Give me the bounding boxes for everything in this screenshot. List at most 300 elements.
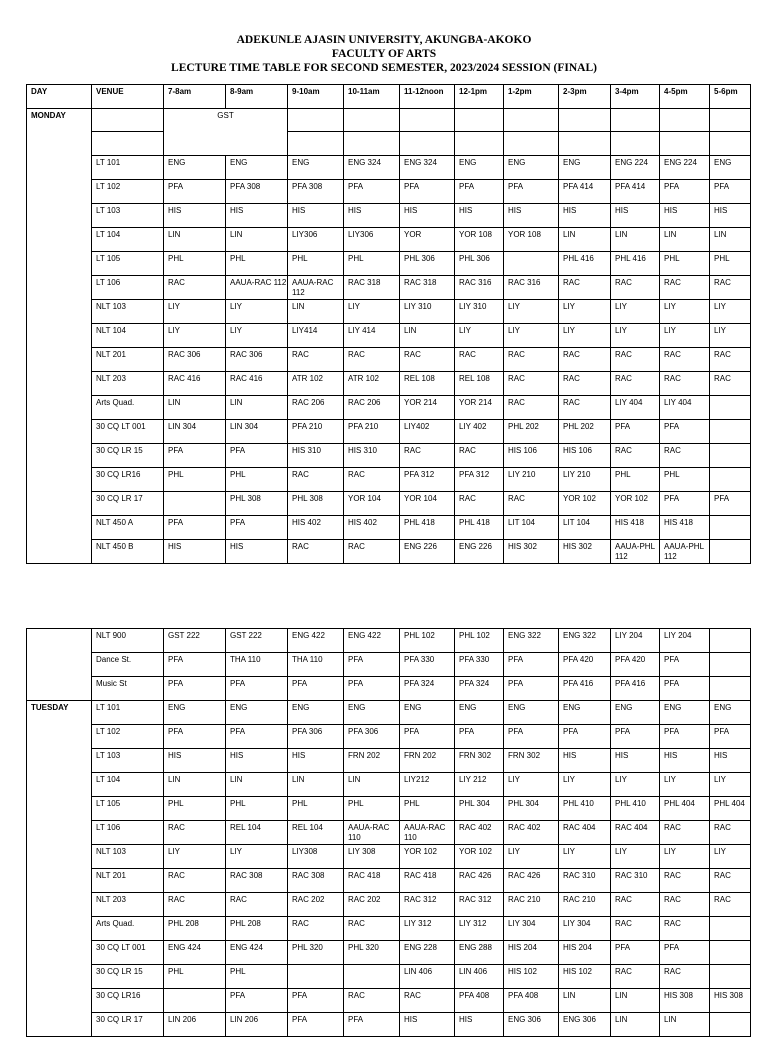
- course-cell: LIY 312: [400, 917, 455, 941]
- venue-cell: 30 CQ LR 17: [92, 1013, 164, 1037]
- venue-cell: LT 106: [92, 821, 164, 845]
- column-header: 11-12noon: [400, 85, 455, 109]
- course-cell: PHL 208: [164, 917, 226, 941]
- course-cell: LIN: [344, 773, 400, 797]
- course-cell: LIY: [710, 300, 751, 324]
- course-cell: RAC 308: [226, 869, 288, 893]
- course-cell: YOR 108: [455, 228, 504, 252]
- course-cell: LIN: [400, 324, 455, 348]
- table-row: [27, 180, 751, 204]
- course-cell: PFA 330: [455, 653, 504, 677]
- course-cell: AAUA-RAC 112: [226, 276, 288, 300]
- course-cell: LIY: [164, 845, 226, 869]
- day-label: TUESDAY: [27, 701, 92, 1037]
- course-cell: LIY: [559, 845, 611, 869]
- course-cell: RAC 306: [226, 348, 288, 372]
- course-cell: ENG: [226, 701, 288, 725]
- course-cell: PFA 414: [559, 180, 611, 204]
- table-row: [27, 396, 751, 420]
- course-cell: RAC: [611, 372, 660, 396]
- course-cell: LIY: [344, 300, 400, 324]
- course-cell: RAC: [660, 348, 710, 372]
- course-cell: RAC: [164, 893, 226, 917]
- course-cell: [164, 492, 226, 516]
- course-cell: PFA: [288, 1013, 344, 1037]
- course-cell: HIS 308: [660, 989, 710, 1013]
- course-cell: [710, 540, 751, 564]
- course-cell: LIN 406: [455, 965, 504, 989]
- course-cell: HIS: [455, 204, 504, 228]
- course-cell: PHL 404: [710, 797, 751, 821]
- course-cell: LIN: [660, 228, 710, 252]
- course-cell: RAC: [559, 396, 611, 420]
- course-cell: RAC: [660, 965, 710, 989]
- course-cell: ENG: [455, 701, 504, 725]
- course-cell: HIS 302: [504, 540, 559, 564]
- course-cell: [504, 252, 559, 276]
- course-cell: HIS 310: [288, 444, 344, 468]
- course-cell: HIS 204: [504, 941, 559, 965]
- venue-cell: LT 105: [92, 252, 164, 276]
- course-cell: ENG: [288, 156, 344, 180]
- course-cell: PFA: [504, 677, 559, 701]
- course-cell: ENG 224: [611, 156, 660, 180]
- course-cell: RAC 318: [400, 276, 455, 300]
- course-cell: LIN: [288, 300, 344, 324]
- course-cell: RAC: [611, 348, 660, 372]
- course-cell: PHL 404: [660, 797, 710, 821]
- course-cell: PFA 414: [611, 180, 660, 204]
- course-cell: PFA 308: [288, 180, 344, 204]
- course-cell: PFA: [660, 653, 710, 677]
- course-cell: RAC 308: [288, 869, 344, 893]
- course-cell: RAC 210: [559, 893, 611, 917]
- course-cell: PHL: [710, 252, 751, 276]
- course-cell: REL 104: [226, 821, 288, 845]
- course-cell: RAC: [710, 821, 751, 845]
- empty-cell: [288, 132, 344, 156]
- course-cell: PFA: [164, 677, 226, 701]
- course-cell: LIY 310: [400, 300, 455, 324]
- course-cell: PHL 202: [559, 420, 611, 444]
- table-row: [27, 845, 751, 869]
- course-cell: ENG 228: [400, 941, 455, 965]
- table-row: [27, 372, 751, 396]
- course-cell: RAC: [710, 869, 751, 893]
- course-cell: LIT 104: [504, 516, 559, 540]
- course-cell: RAC 416: [226, 372, 288, 396]
- course-cell: PHL 308: [288, 492, 344, 516]
- course-cell: RAC: [164, 821, 226, 845]
- course-cell: PFA 420: [559, 653, 611, 677]
- course-cell: ENG: [504, 156, 559, 180]
- course-cell: PFA: [344, 653, 400, 677]
- course-cell: PFA 210: [288, 420, 344, 444]
- course-cell: RAC: [660, 893, 710, 917]
- course-cell: ENG 424: [164, 941, 226, 965]
- course-cell: RAC: [660, 372, 710, 396]
- table-row: [27, 677, 751, 701]
- table-row: [27, 1013, 751, 1037]
- course-cell: LIN 206: [226, 1013, 288, 1037]
- course-cell: HIS 102: [559, 965, 611, 989]
- course-cell: RAC: [559, 276, 611, 300]
- course-cell: PFA: [611, 941, 660, 965]
- course-cell: LIY 414: [344, 324, 400, 348]
- table-row: [27, 324, 751, 348]
- course-cell: FRN 202: [344, 749, 400, 773]
- venue-cell: LT 104: [92, 228, 164, 252]
- venue-cell: NLT 900: [92, 629, 164, 653]
- course-cell: PFA: [660, 180, 710, 204]
- course-cell: PHL 102: [400, 629, 455, 653]
- timetable-table-monday: [26, 84, 751, 564]
- table-row: [27, 516, 751, 540]
- course-cell: ENG 226: [455, 540, 504, 564]
- course-cell: PHL 320: [288, 941, 344, 965]
- venue-cell: 30 CQ LR 17: [92, 492, 164, 516]
- course-cell: RAC: [559, 372, 611, 396]
- course-cell: LIN: [611, 989, 660, 1013]
- course-cell: LIN: [164, 396, 226, 420]
- course-cell: HIS 402: [288, 516, 344, 540]
- course-cell: [710, 420, 751, 444]
- course-cell: LIY: [455, 324, 504, 348]
- venue-cell: LT 102: [92, 725, 164, 749]
- course-cell: RAC: [344, 540, 400, 564]
- course-cell: PFA: [611, 725, 660, 749]
- empty-cell: [455, 132, 504, 156]
- course-cell: LIY: [504, 773, 559, 797]
- course-cell: RAC 418: [400, 869, 455, 893]
- course-cell: [710, 629, 751, 653]
- course-cell: RAC: [504, 348, 559, 372]
- course-cell: LIN: [226, 228, 288, 252]
- timetable-title: LECTURE TIME TABLE FOR SECOND SEMESTER, 2023/2024 SESSION (FINAL): [171, 62, 597, 74]
- course-cell: LIY 304: [504, 917, 559, 941]
- course-cell: LIY: [504, 845, 559, 869]
- course-cell: RAC: [710, 276, 751, 300]
- table-row: [27, 893, 751, 917]
- day-label: MONDAY: [27, 109, 92, 564]
- course-cell: PFA: [660, 677, 710, 701]
- course-cell: ENG: [400, 701, 455, 725]
- course-cell: PHL: [164, 252, 226, 276]
- course-cell: YOR 102: [455, 845, 504, 869]
- column-header: 8-9am: [226, 85, 288, 109]
- course-cell: [710, 965, 751, 989]
- course-cell: RAC: [710, 348, 751, 372]
- course-cell: LIT 104: [559, 516, 611, 540]
- venue-cell: LT 102: [92, 180, 164, 204]
- course-cell: RAC: [660, 444, 710, 468]
- course-cell: HIS: [164, 749, 226, 773]
- course-cell: FRN 302: [455, 749, 504, 773]
- venue-cell: LT 105: [92, 797, 164, 821]
- course-cell: [710, 917, 751, 941]
- course-cell: LIN: [288, 773, 344, 797]
- course-cell: LIY 308: [344, 845, 400, 869]
- course-cell: LIN: [660, 1013, 710, 1037]
- table-row: [27, 204, 751, 228]
- course-cell: LIN: [611, 1013, 660, 1037]
- course-cell: RAC: [660, 869, 710, 893]
- course-cell: RAC: [611, 917, 660, 941]
- table-row: [27, 989, 751, 1013]
- table-row: [27, 444, 751, 468]
- course-cell: PFA: [660, 941, 710, 965]
- course-cell: LIN: [559, 989, 611, 1013]
- course-cell: RAC 426: [455, 869, 504, 893]
- course-cell: PFA: [559, 725, 611, 749]
- course-cell: RAC: [226, 893, 288, 917]
- course-cell: RAC: [455, 444, 504, 468]
- course-cell: RAC: [559, 348, 611, 372]
- course-cell: RAC: [611, 276, 660, 300]
- course-cell: LIN: [226, 773, 288, 797]
- course-cell: [710, 396, 751, 420]
- course-cell: HIS: [344, 204, 400, 228]
- course-cell: LIN 206: [164, 1013, 226, 1037]
- venue-cell: 30 CQ LT 001: [92, 420, 164, 444]
- course-cell: RAC 206: [288, 396, 344, 420]
- course-cell: LIY 402: [455, 420, 504, 444]
- course-cell: [344, 965, 400, 989]
- course-cell: HIS 106: [559, 444, 611, 468]
- course-cell: PHL: [226, 797, 288, 821]
- course-cell: PFA: [710, 492, 751, 516]
- column-header: 2-3pm: [559, 85, 611, 109]
- column-header: 5-6pm: [710, 85, 751, 109]
- course-cell: RAC: [344, 917, 400, 941]
- course-cell: LIY212: [400, 773, 455, 797]
- course-cell: LIY 404: [611, 396, 660, 420]
- venue-cell: 30 CQ LR16: [92, 989, 164, 1013]
- course-cell: PHL: [164, 468, 226, 492]
- venue-cell: Arts Quad.: [92, 917, 164, 941]
- course-cell: HIS: [504, 204, 559, 228]
- course-cell: [710, 444, 751, 468]
- course-cell: PFA: [344, 1013, 400, 1037]
- course-cell: AAUA-RAC 110: [400, 821, 455, 845]
- course-cell: LIY: [559, 773, 611, 797]
- course-cell: PFA: [288, 989, 344, 1013]
- course-cell: PFA: [400, 180, 455, 204]
- course-cell: PFA: [226, 989, 288, 1013]
- course-cell: YOR 104: [344, 492, 400, 516]
- course-cell: LIN: [611, 228, 660, 252]
- venue-cell: LT 103: [92, 749, 164, 773]
- course-cell: PFA: [504, 725, 559, 749]
- course-cell: HIS: [710, 749, 751, 773]
- course-cell: RAC: [710, 372, 751, 396]
- course-cell: ENG 422: [288, 629, 344, 653]
- table-row: [27, 917, 751, 941]
- course-cell: LIY: [164, 300, 226, 324]
- venue-cell: Arts Quad.: [92, 396, 164, 420]
- course-cell: PFA: [400, 725, 455, 749]
- course-cell: LIY 210: [559, 468, 611, 492]
- course-cell: PHL 304: [504, 797, 559, 821]
- course-cell: PHL: [226, 965, 288, 989]
- course-cell: PHL: [611, 468, 660, 492]
- venue-cell: NLT 450 A: [92, 516, 164, 540]
- course-cell: RAC: [504, 372, 559, 396]
- course-cell: PHL 416: [611, 252, 660, 276]
- course-cell: ENG 224: [660, 156, 710, 180]
- course-cell: ENG 226: [400, 540, 455, 564]
- course-cell: PFA 416: [559, 677, 611, 701]
- empty-cell: [288, 109, 344, 132]
- course-cell: ATR 102: [344, 372, 400, 396]
- course-cell: PFA: [226, 725, 288, 749]
- course-cell: PHL: [164, 965, 226, 989]
- course-cell: RAC: [288, 468, 344, 492]
- course-cell: PHL: [164, 797, 226, 821]
- course-cell: PHL 308: [226, 492, 288, 516]
- course-cell: ATR 102: [288, 372, 344, 396]
- course-cell: HIS 308: [710, 989, 751, 1013]
- course-cell: RAC: [504, 492, 559, 516]
- course-cell: PFA: [710, 725, 751, 749]
- course-cell: YOR 214: [455, 396, 504, 420]
- table-row: [27, 821, 751, 845]
- course-cell: PHL: [400, 797, 455, 821]
- course-cell: RAC 310: [611, 869, 660, 893]
- table-row: [27, 653, 751, 677]
- course-cell: ENG: [226, 156, 288, 180]
- course-cell: HIS: [400, 204, 455, 228]
- course-cell: PFA: [344, 677, 400, 701]
- course-cell: HIS: [288, 204, 344, 228]
- course-cell: HIS 418: [611, 516, 660, 540]
- course-cell: PFA: [226, 516, 288, 540]
- table-row: [27, 252, 751, 276]
- course-cell: RAC 404: [559, 821, 611, 845]
- course-cell: PFA: [288, 677, 344, 701]
- course-cell: LIN: [559, 228, 611, 252]
- course-cell: RAC 206: [344, 396, 400, 420]
- course-cell: HIS: [226, 749, 288, 773]
- course-cell: RAC 316: [455, 276, 504, 300]
- course-cell: RAC 426: [504, 869, 559, 893]
- course-cell: HIS 302: [559, 540, 611, 564]
- course-cell: ENG 306: [504, 1013, 559, 1037]
- empty-cell: [660, 109, 710, 132]
- course-cell: PHL 208: [226, 917, 288, 941]
- table-row: [27, 797, 751, 821]
- empty-cell: [344, 132, 400, 156]
- course-cell: LIY: [226, 845, 288, 869]
- course-cell: RAC: [710, 893, 751, 917]
- course-cell: LIY: [611, 845, 660, 869]
- course-cell: ENG 324: [344, 156, 400, 180]
- course-cell: [710, 468, 751, 492]
- faculty-name: FACULTY OF ARTS: [331, 48, 437, 60]
- course-cell: [288, 965, 344, 989]
- course-cell: RAC 404: [611, 821, 660, 845]
- course-cell: LIY: [710, 324, 751, 348]
- course-cell: HIS: [455, 1013, 504, 1037]
- course-cell: PFA: [344, 180, 400, 204]
- empty-cell: [400, 132, 455, 156]
- table-row: [27, 300, 751, 324]
- course-cell: LIY 304: [559, 917, 611, 941]
- course-cell: [710, 516, 751, 540]
- course-cell: PHL: [226, 252, 288, 276]
- course-cell: LIY 312: [455, 917, 504, 941]
- empty-cell: [504, 132, 559, 156]
- course-cell: RAC 316: [504, 276, 559, 300]
- empty-cell: [660, 132, 710, 156]
- course-cell: REL 104: [288, 821, 344, 845]
- table-row: [27, 156, 751, 180]
- course-cell: GST 222: [226, 629, 288, 653]
- course-cell: PFA: [504, 653, 559, 677]
- course-cell: [710, 653, 751, 677]
- course-cell: RAC: [455, 348, 504, 372]
- course-cell: HIS: [164, 540, 226, 564]
- course-cell: PFA 330: [400, 653, 455, 677]
- course-cell: PFA 308: [226, 180, 288, 204]
- course-cell: PFA 306: [288, 725, 344, 749]
- course-cell: LIN: [164, 773, 226, 797]
- course-cell: RAC 202: [288, 893, 344, 917]
- venue-cell: NLT 450 B: [92, 540, 164, 564]
- course-cell: RAC: [164, 869, 226, 893]
- course-cell: LIY306: [288, 228, 344, 252]
- column-header: 7-8am: [164, 85, 226, 109]
- course-cell: RAC: [288, 540, 344, 564]
- course-cell: PFA 312: [455, 468, 504, 492]
- course-cell: FRN 302: [504, 749, 559, 773]
- course-cell: HIS: [164, 204, 226, 228]
- venue-cell: LT 103: [92, 204, 164, 228]
- course-cell: ENG: [559, 701, 611, 725]
- course-cell: FRN 202: [400, 749, 455, 773]
- venue-cell: LT 101: [92, 701, 164, 725]
- table-row: [27, 965, 751, 989]
- course-cell: LIY: [660, 773, 710, 797]
- course-cell: LIN 406: [400, 965, 455, 989]
- course-cell: PFA: [164, 725, 226, 749]
- course-cell: HIS: [400, 1013, 455, 1037]
- course-cell: PHL: [660, 252, 710, 276]
- course-cell: PHL 418: [455, 516, 504, 540]
- course-cell: PFA: [164, 444, 226, 468]
- venue-cell: NLT 201: [92, 869, 164, 893]
- venue-cell: LT 106: [92, 276, 164, 300]
- column-header: VENUE: [92, 85, 164, 109]
- column-header: 3-4pm: [611, 85, 660, 109]
- course-cell: LIY: [559, 324, 611, 348]
- gst-row: [27, 109, 751, 132]
- course-cell: LIY: [504, 324, 559, 348]
- course-cell: PHL 306: [455, 252, 504, 276]
- table-row: [27, 348, 751, 372]
- course-cell: PFA: [710, 180, 751, 204]
- course-cell: HIS 106: [504, 444, 559, 468]
- column-header: DAY: [27, 85, 92, 109]
- course-cell: RAC: [455, 492, 504, 516]
- course-cell: HIS: [611, 204, 660, 228]
- course-cell: YOR 214: [400, 396, 455, 420]
- course-cell: LIY: [710, 773, 751, 797]
- course-cell: PFA 312: [400, 468, 455, 492]
- course-cell: RAC: [660, 276, 710, 300]
- course-cell: PFA 324: [455, 677, 504, 701]
- course-cell: RAC: [660, 821, 710, 845]
